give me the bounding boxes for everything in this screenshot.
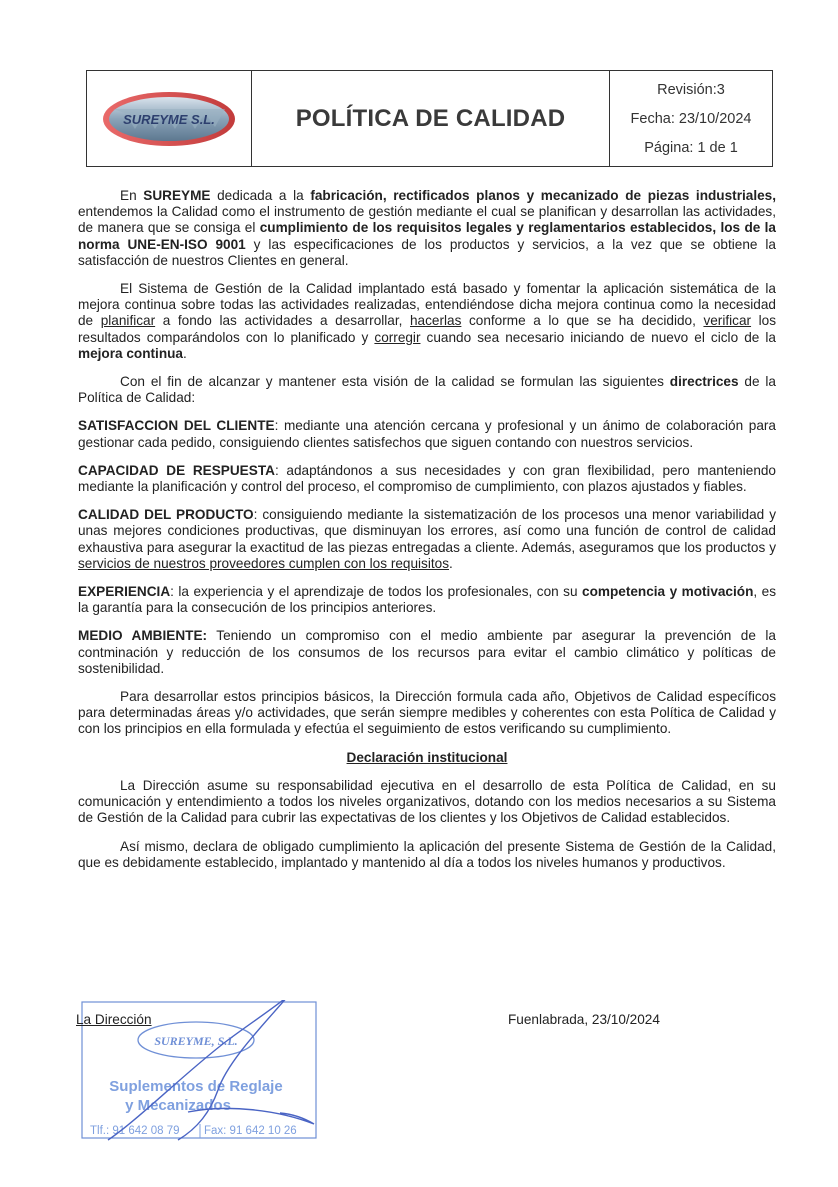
directive-text: : consiguiendo mediante la sistematización de los procesos una menor variabilidad y unas mejores condiciones productivas, que disminuyan los errores, así como una función de control de calidad exhaustiva para asegurar la exactitud de las piezas entregadas a cliente. Además, aseguramos que los productos y bbox=[78, 507, 777, 555]
directive-title: EXPERIENCIA bbox=[78, 584, 171, 600]
stamp-line1: Suplementos de Reglaje bbox=[109, 1078, 283, 1095]
bold-phrase: mejora continua bbox=[78, 345, 183, 361]
activity-bold: fabricación, rectificados planos y mecanizado de piezas industriales, bbox=[310, 188, 776, 203]
document-header bbox=[86, 70, 773, 167]
underlined-word: planificar bbox=[100, 313, 156, 329]
meta-cell bbox=[610, 71, 772, 166]
paragraph-system bbox=[78, 281, 776, 362]
text-span: Con el fin de alcanzar y mantener esta visión de la calidad se formulan las siguientes bbox=[120, 374, 670, 390]
stamp-tel: Tlf.: 91 642 08 79 bbox=[90, 1125, 180, 1137]
revision-label: Revisión:3 bbox=[657, 81, 725, 98]
signature-direction-label: La Dirección bbox=[76, 1012, 152, 1027]
directive-title: CAPACIDAD DE RESPUESTA bbox=[78, 462, 275, 478]
underlined-word: verificar bbox=[703, 313, 752, 329]
text-span: dedicada a la bbox=[210, 188, 311, 203]
directive-text: : la experiencia y el aprendizaje de todos los profesionales, con su bbox=[170, 584, 583, 600]
text-span: los resultados comparándolos con lo planificado y bbox=[78, 313, 777, 345]
directive-title: CALIDAD DEL PRODUCTO bbox=[78, 507, 254, 523]
requirements-bold: cumplimiento de los requisitos legales y reglamentarios establecidos, los de la norma UNE-EN-ISO 9001 bbox=[78, 220, 776, 252]
institutional-heading: Declaración institucional bbox=[346, 749, 508, 765]
text-span: El Sistema de Gestión de la Calidad implantado está basado y fomentar la aplicación sistemática de la mejora continua sobre todas las actividades realizadas, entendiéndose dicha mejora continua como la necesidad de bbox=[78, 281, 776, 329]
logo-text: SUREYME S.L. bbox=[123, 111, 215, 127]
directive-text: : mediante una atención cercana y profesional y un ánimo de colaboración para gestionar cada pedido, consiguiendo clientes satisfechos que siguen contando con nuestros servicios. bbox=[78, 418, 776, 450]
directive-text: : adaptándonos a sus necesidades y con gran flexibilidad, pero manteniendo mediante la planificación y control del proceso, el compromiso de cumplimiento, con plazos ajustados y fiables. bbox=[78, 462, 776, 495]
paragraph-direction: La Dirección asume su responsabilidad ejecutiva en el desarrollo de esta Política de Calidad, en su comunicación y entendimiento a todos los niveles organizativos, dotando con los medios necesarios a su Sistema de Gestión de la Calidad para cubrir las expectativas de los clientes y los Objetivos de Calidad establecidos. bbox=[78, 777, 776, 826]
company-name: SUREYME bbox=[143, 188, 211, 203]
place-date-label: Fuenlabrada, 23/10/2024 bbox=[508, 1012, 660, 1027]
directive-environment bbox=[78, 628, 776, 677]
underlined-word: corregir bbox=[374, 329, 421, 345]
page-label: Página: 1 de 1 bbox=[644, 139, 738, 156]
directive-title: SATISFACCION DEL CLIENTE bbox=[78, 418, 275, 434]
text-span: y las especificaciones de los productos y servicios, a la vez que se obtiene la satisfacción de nuestros Clientes en general. bbox=[78, 236, 776, 268]
text-span: conforme a lo que se ha decidido, bbox=[461, 313, 704, 329]
document-body bbox=[78, 188, 776, 883]
company-logo bbox=[99, 87, 239, 151]
paragraph-intro bbox=[78, 188, 776, 269]
paragraph-compliance: Así mismo, declara de obligado cumplimiento la aplicación del presente Sistema de Gestión de la Calidad, que es debidamente establecido, implantado y mantenido al día a todos los niveles humanos y productivos. bbox=[78, 838, 776, 870]
text-span: . bbox=[183, 345, 187, 361]
directive-text: Teniendo un compromiso con el medio ambiente par asegurar la prevención de la contminación y reducción de los consumos de los recursos para evitar el cambio climático y políticas de sostenibilidad. bbox=[78, 628, 776, 676]
paragraph-directives-intro bbox=[78, 374, 776, 406]
text-span: cuando sea necesario iniciando de nuevo el ciclo de la bbox=[420, 329, 776, 345]
text-span: . bbox=[449, 555, 453, 571]
text-span: de la Política de Calidad: bbox=[78, 374, 776, 406]
text-span: a fondo las actividades a desarrollar, bbox=[155, 313, 410, 329]
underlined-word: hacerlas bbox=[410, 313, 462, 329]
stamp-fax: Fax: 91 642 10 26 bbox=[204, 1125, 297, 1137]
directive-title: MEDIO AMBIENTE: bbox=[78, 628, 208, 644]
directive-text: , es la garantía para la consecución de los principios anteriores. bbox=[78, 584, 776, 616]
paragraph-objectives: Para desarrollar estos principios básicos, la Dirección formula cada año, Objetivos de Calidad específicos para determinadas áreas y/o actividades, que serán siempre medibles y coherentes con esta Política de Calidad y con los principios en ella formulada y efectúa el seguimiento de estos verificando su cumplimiento. bbox=[78, 689, 776, 737]
logo-cell bbox=[87, 71, 252, 166]
title-cell bbox=[252, 71, 610, 166]
stamp-line2: y Mecanizados bbox=[125, 1097, 231, 1114]
text-span: En bbox=[120, 188, 144, 203]
text-span: entendemos la Calidad como el instrumento de gestión mediante el cual se planifican y desarrollan las actividades, de manera que se consiga el bbox=[78, 204, 776, 236]
bold-phrase: competencia y motivación bbox=[582, 584, 754, 600]
bold-phrase: directrices bbox=[669, 374, 739, 390]
directive-product bbox=[78, 507, 776, 572]
directive-response bbox=[78, 463, 776, 495]
directive-customer bbox=[78, 418, 776, 450]
date-label: Fecha: 23/10/2024 bbox=[630, 110, 752, 127]
directive-experience bbox=[78, 584, 776, 616]
document-title: POLÍTICA DE CALIDAD bbox=[295, 104, 566, 132]
underlined-phrase: servicios de nuestros proveedores cumplen con los requisitos bbox=[78, 555, 449, 571]
stamp-company: SUREYME, S.L. bbox=[154, 1034, 238, 1048]
